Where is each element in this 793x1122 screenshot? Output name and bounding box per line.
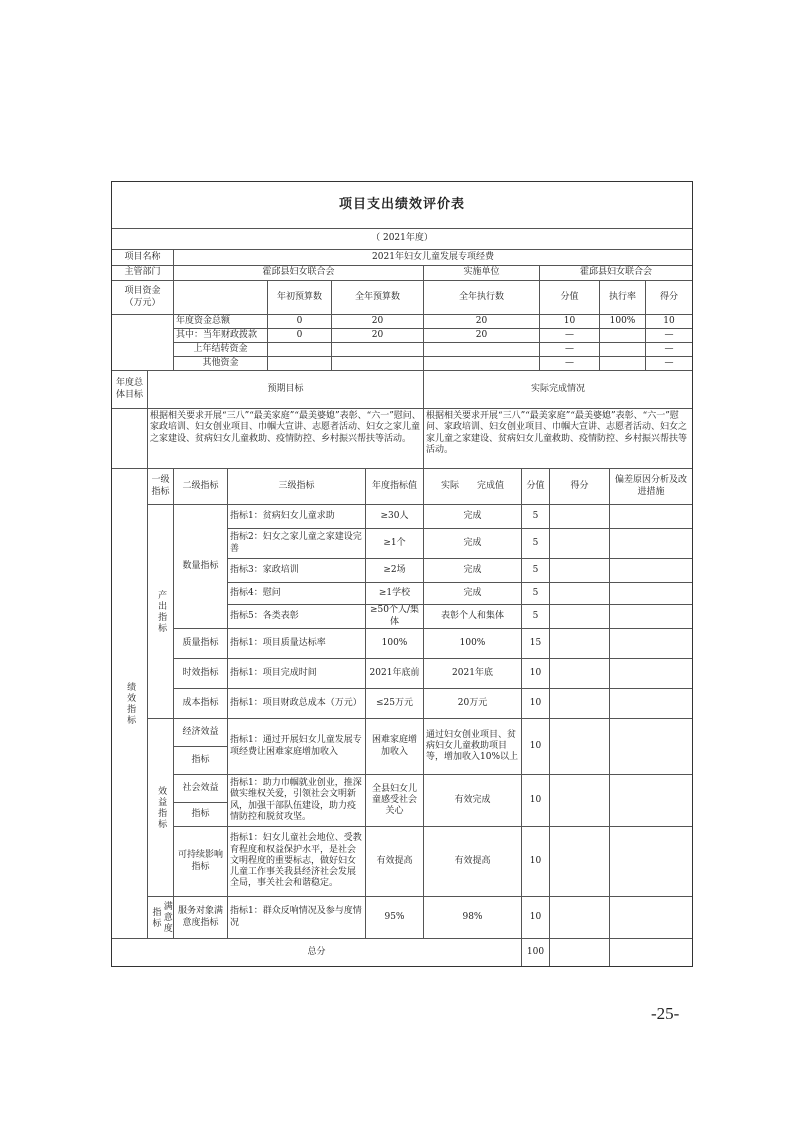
sub-quality: 质量指标 xyxy=(174,629,228,659)
funds-row-init xyxy=(268,357,332,371)
sub-quantity: 数量指标 xyxy=(174,505,228,629)
funds-row-score: — xyxy=(540,357,600,371)
funds-header-rate: 执行率 xyxy=(600,281,646,315)
indicator-name: 指标5：各类表彰 xyxy=(228,605,366,629)
funds-row-score: — xyxy=(540,329,600,343)
header-target: 年度指标值 xyxy=(366,469,424,505)
indicator-actual: 表彰个人和集体 xyxy=(424,605,522,629)
sub-sustain: 可持续影响指标 xyxy=(174,827,228,897)
funds-row-init xyxy=(268,343,332,357)
indicator-target: 100% xyxy=(366,629,424,659)
project-name: 2021年妇女儿童发展专项经费 xyxy=(174,250,692,266)
funds-label: 项目资金 （万元） xyxy=(112,281,174,315)
indicator-score: 5 xyxy=(522,529,550,559)
indicator-score: 10 xyxy=(522,827,550,897)
funds-row-name: 年度资金总额 xyxy=(174,315,268,329)
sub-time: 时效指标 xyxy=(174,659,228,689)
indicator-target: 困难家庭增加收入 xyxy=(366,719,424,775)
indicator-deviation xyxy=(610,559,692,583)
indicator-result xyxy=(550,897,610,939)
impl-unit-label: 实施单位 xyxy=(424,266,540,281)
indicator-name: 指标3：家政培训 xyxy=(228,559,366,583)
indicator-deviation xyxy=(610,897,692,939)
total-result xyxy=(550,939,610,966)
indicator-deviation xyxy=(610,775,692,827)
total-deviation xyxy=(610,939,692,966)
indicator-name: 指标1：助力巾帼就业创业，推深做实维权关爱，引领社会文明新风，加强干部队伍建设，助力疫情防控和脱贫攻坚。 xyxy=(228,775,366,827)
goals-label: 年度总体目标 xyxy=(112,371,148,409)
sub-economic-2: 指标 xyxy=(174,747,228,775)
indicator-result xyxy=(550,605,610,629)
header-result: 得分 xyxy=(550,469,610,505)
indicator-deviation xyxy=(610,689,692,719)
indicator-name: 指标1：项目质量达标率 xyxy=(228,629,366,659)
sub-social-2: 指标 xyxy=(174,803,228,827)
indicator-actual: 98% xyxy=(424,897,522,939)
funds-row-name: 上年结转资金 xyxy=(174,343,268,357)
funds-header-blank xyxy=(174,281,268,315)
indicator-actual: 完成 xyxy=(424,559,522,583)
total-label: 总分 xyxy=(112,939,522,966)
indicator-score: 10 xyxy=(522,897,550,939)
group-output: 产出指标 xyxy=(148,505,174,719)
funds-row-rate xyxy=(600,343,646,357)
indicator-deviation xyxy=(610,659,692,689)
header-score: 分值 xyxy=(522,469,550,505)
funds-row-score: — xyxy=(540,343,600,357)
indicator-score: 10 xyxy=(522,719,550,775)
indicator-target: ≥1个 xyxy=(366,529,424,559)
indicator-result xyxy=(550,827,610,897)
funds-row-exec xyxy=(424,343,540,357)
indicator-target: ≤25万元 xyxy=(366,689,424,719)
evaluation-table xyxy=(111,181,693,967)
expected-goal-text: 根据相关要求开展“三八”“最美家庭”“最美婆媳”表彰、“六一”慰问、家政培训、妇女创业项目、巾帼大宣讲、志愿者活动、妇女之家儿童之家建设、贫病妇女儿童救助、疫情防控、乡村振兴帮扶等活动。 xyxy=(148,409,424,469)
indicator-result xyxy=(550,583,610,605)
funds-row-result: — xyxy=(646,343,692,357)
indicator-name: 指标1：群众反响情况及参与度情况 xyxy=(228,897,366,939)
group-satisfaction: 满意度指标 xyxy=(148,897,174,939)
funds-row-full xyxy=(332,343,424,357)
indicator-score: 10 xyxy=(522,659,550,689)
perf-indicator-label: 绩效指标 xyxy=(112,469,148,939)
header-deviation: 偏差原因分析及改进措施 xyxy=(610,469,692,505)
funds-row-score: 10 xyxy=(540,315,600,329)
actual-goal-label: 实际完成情况 xyxy=(424,371,692,409)
funds-row-result: — xyxy=(646,329,692,343)
indicator-name: 指标1：贫病妇女儿童求助 xyxy=(228,505,366,529)
indicator-actual: 完成 xyxy=(424,505,522,529)
funds-row-rate: 100% xyxy=(600,315,646,329)
funds-row-init: 0 xyxy=(268,329,332,343)
indicator-result xyxy=(550,719,610,775)
header-level2: 二级指标 xyxy=(174,469,228,505)
indicator-actual: 2021年底 xyxy=(424,659,522,689)
funds-label-spacer xyxy=(112,315,174,371)
department-value: 霍邱县妇女联合会 xyxy=(174,266,424,281)
funds-row-exec: 20 xyxy=(424,315,540,329)
funds-row-name: 其他资金 xyxy=(174,357,268,371)
indicator-actual: 通过妇女创业项目、贫病妇女儿童救助项目等，增加收入10%以上 xyxy=(424,719,522,775)
impl-unit-value: 霍邱县妇女联合会 xyxy=(540,266,692,281)
page-number: -25- xyxy=(651,1004,680,1023)
indicator-target: ≥50个人/集体 xyxy=(366,605,424,629)
indicator-result xyxy=(550,689,610,719)
indicator-result xyxy=(550,775,610,827)
header-level3: 三级指标 xyxy=(228,469,366,505)
indicator-name: 指标4：慰问 xyxy=(228,583,366,605)
indicator-name: 指标1：项目完成时间 xyxy=(228,659,366,689)
indicator-score: 5 xyxy=(522,605,550,629)
indicator-target: 全县妇女儿童感受社会关心 xyxy=(366,775,424,827)
funds-row-result: — xyxy=(646,357,692,371)
indicator-actual: 有效提高 xyxy=(424,827,522,897)
header-actual: 实际 完成值 xyxy=(424,469,522,505)
sub-cost: 成本指标 xyxy=(174,689,228,719)
funds-header-full: 全年预算数 xyxy=(332,281,424,315)
indicator-result xyxy=(550,629,610,659)
indicator-target: 有效提高 xyxy=(366,827,424,897)
funds-row-exec: 20 xyxy=(424,329,540,343)
indicator-target: ≥2场 xyxy=(366,559,424,583)
indicator-score: 15 xyxy=(522,629,550,659)
indicator-name: 指标1：通过开展妇女儿童发展专项经费让困难家庭增加收入 xyxy=(228,719,366,775)
indicator-target: 2021年底前 xyxy=(366,659,424,689)
actual-goal-text: 根据相关要求开展“三八”“最美家庭”“最美婆媳”表彰、“六一”慰问、家政培训、妇女创业项目、巾帼大宣讲、志愿者活动、妇女之家儿童之家建设、贫病妇女儿童救助、疫情防控、乡村振兴帮扶等活动。 xyxy=(424,409,692,469)
funds-row-exec xyxy=(424,357,540,371)
indicator-actual: 100% xyxy=(424,629,522,659)
total-score: 100 xyxy=(522,939,550,966)
funds-row-full: 20 xyxy=(332,315,424,329)
indicator-target: ≥30人 xyxy=(366,505,424,529)
funds-row-result: 10 xyxy=(646,315,692,329)
funds-header-exec: 全年执行数 xyxy=(424,281,540,315)
sub-service: 服务对象满意度指标 xyxy=(174,897,228,939)
goals-label-spacer xyxy=(112,409,148,469)
funds-row-rate xyxy=(600,357,646,371)
indicator-score: 5 xyxy=(522,583,550,605)
indicator-deviation xyxy=(610,529,692,559)
indicator-actual: 20万元 xyxy=(424,689,522,719)
indicator-actual: 有效完成 xyxy=(424,775,522,827)
indicator-result xyxy=(550,559,610,583)
funds-row-rate xyxy=(600,329,646,343)
group-benefit: 效益指标 xyxy=(148,719,174,897)
indicator-deviation xyxy=(610,505,692,529)
sub-economic: 经济效益 xyxy=(174,719,228,747)
indicator-name: 指标1：项目财政总成本（万元） xyxy=(228,689,366,719)
funds-header-init: 年初预算数 xyxy=(268,281,332,315)
project-name-label: 项目名称 xyxy=(112,250,174,266)
funds-header-score: 分值 xyxy=(540,281,600,315)
indicator-result xyxy=(550,529,610,559)
funds-row-init: 0 xyxy=(268,315,332,329)
funds-row-name: 其中：当年财政拨款 xyxy=(174,329,268,343)
funds-row-full xyxy=(332,357,424,371)
indicator-target: ≥1学校 xyxy=(366,583,424,605)
indicator-deviation xyxy=(610,605,692,629)
indicator-deviation xyxy=(610,719,692,775)
indicator-name: 指标2：妇女之家儿童之家建设完善 xyxy=(228,529,366,559)
indicator-score: 10 xyxy=(522,775,550,827)
year-label: （ 2021年度） xyxy=(112,229,692,250)
indicator-score: 10 xyxy=(522,689,550,719)
table-title: 项目支出绩效评价表 xyxy=(112,182,692,229)
indicator-result xyxy=(550,659,610,689)
header-level1: 一级指标 xyxy=(148,469,174,505)
indicator-result xyxy=(550,505,610,529)
indicator-deviation xyxy=(610,583,692,605)
indicator-actual: 完成 xyxy=(424,583,522,605)
indicator-name: 指标1：妇女儿童社会地位、受教育程度和权益保护水平，是社会文明程度的重要标志，做好妇女儿童工作事关我县经济社会发展全局，事关社会和谐稳定。 xyxy=(228,827,366,897)
indicator-score: 5 xyxy=(522,505,550,529)
department-label: 主管部门 xyxy=(112,266,174,281)
sub-social: 社会效益 xyxy=(174,775,228,803)
indicator-actual: 完成 xyxy=(424,529,522,559)
indicator-deviation xyxy=(610,629,692,659)
funds-header-result: 得分 xyxy=(646,281,692,315)
expected-goal-label: 预期目标 xyxy=(148,371,424,409)
funds-row-full: 20 xyxy=(332,329,424,343)
indicator-score: 5 xyxy=(522,559,550,583)
indicator-target: 95% xyxy=(366,897,424,939)
indicator-deviation xyxy=(610,827,692,897)
